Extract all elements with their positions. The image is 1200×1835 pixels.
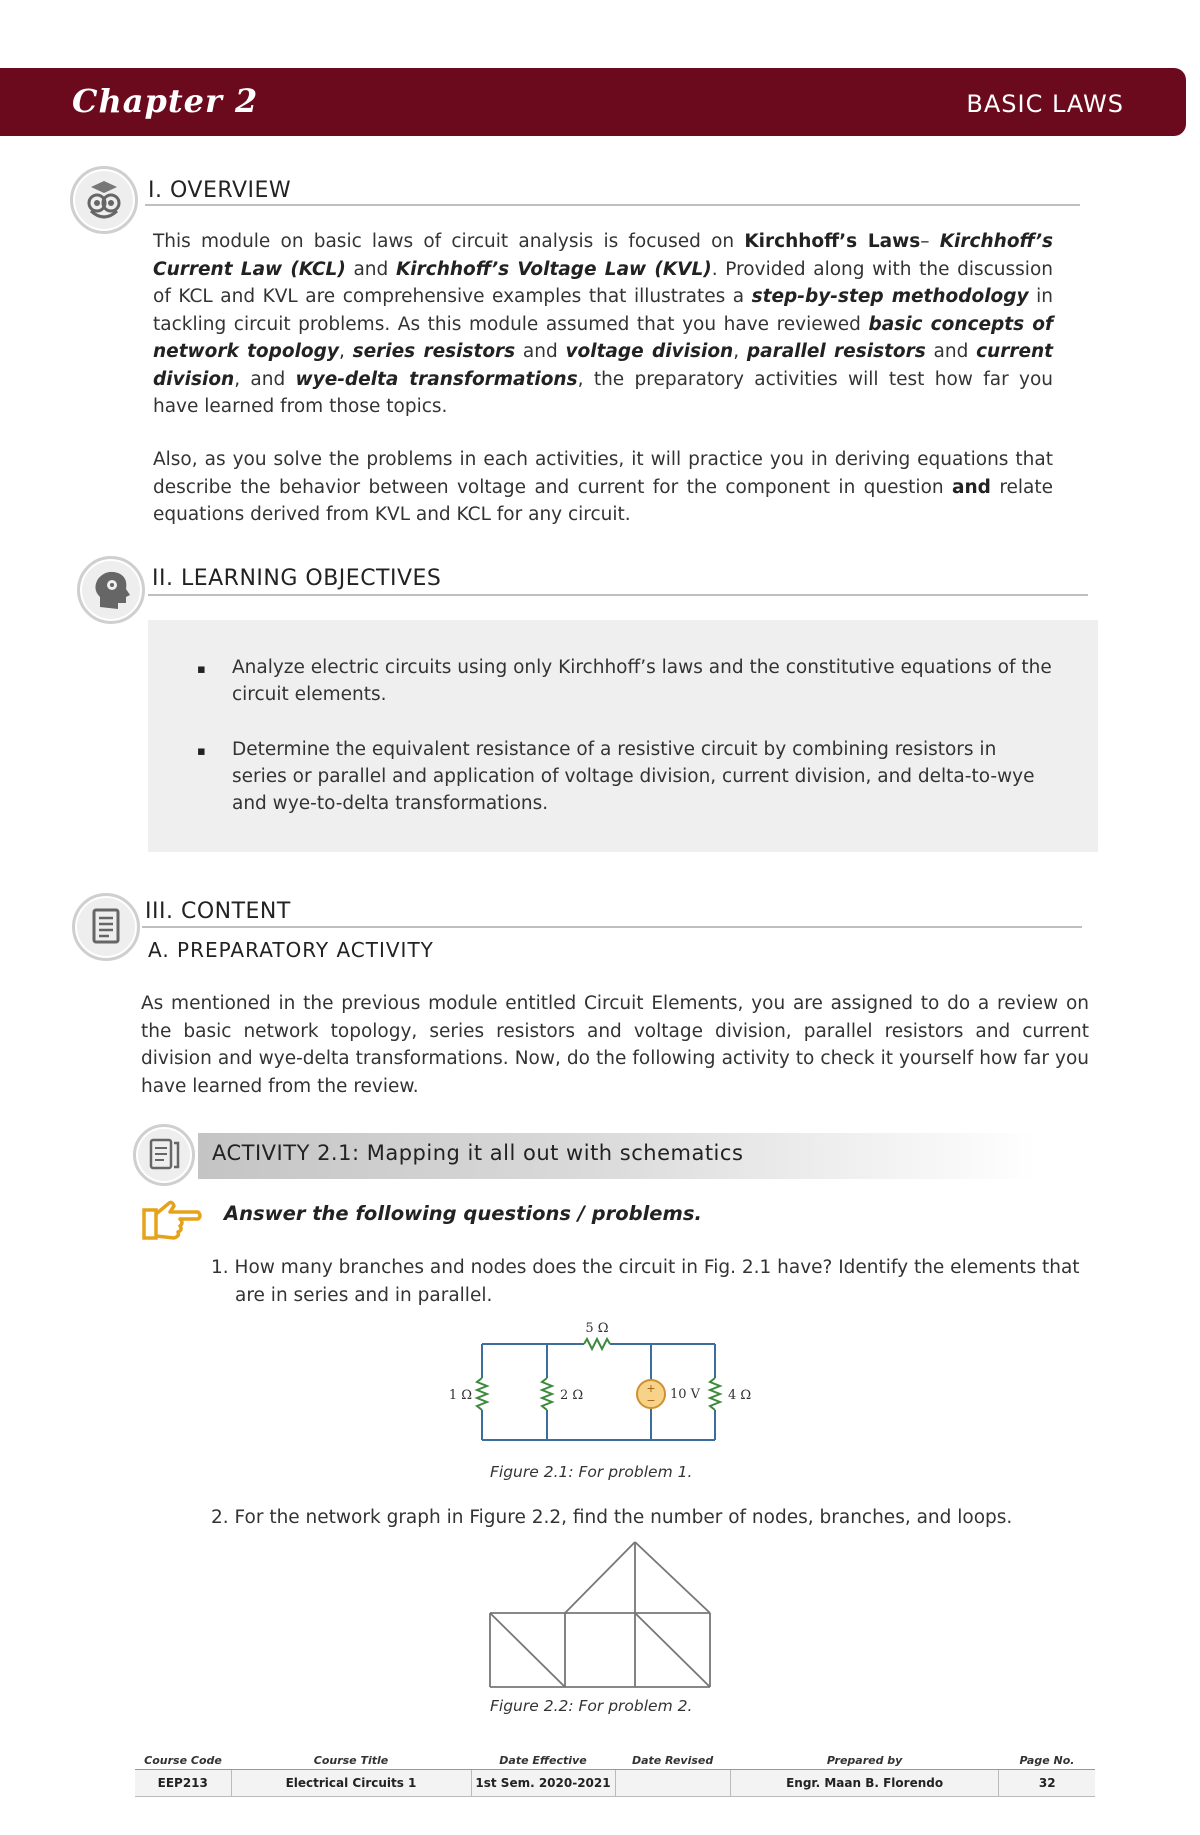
objectives-heading: II. LEARNING OBJECTIVES: [152, 566, 442, 591]
label-4-ohm: 4 Ω: [728, 1388, 752, 1403]
footer-prepared-by: Engr. Maan B. Florendo: [730, 1770, 999, 1797]
footer-header-date-effective: Date Effective: [471, 1752, 615, 1770]
footer-page-no: 32: [999, 1770, 1095, 1797]
label-1-ohm: 1 Ω: [448, 1388, 472, 1403]
footer-date-effective: 1st Sem. 2020-2021: [471, 1770, 615, 1797]
footer-course-title: Electrical Circuits 1: [231, 1770, 471, 1797]
activity-instruction: Answer the following questions / problems.: [224, 1202, 702, 1225]
objective-item-2: Determine the equivalent resistance of a resistive circuit by combining resistors in series or parallel and application of voltage division, current division, and delta-to-wye and wye-to-delta transformations.: [232, 739, 1035, 814]
pointing-hand-icon: [140, 1196, 204, 1246]
chapter-title: BASIC LAWS: [966, 90, 1124, 118]
objective-item-1: Analyze electric circuits using only Kirchhoff’s laws and the constitutive equations of the circuit elements.: [232, 657, 1052, 705]
label-2-ohm: 2 Ω: [560, 1388, 584, 1403]
figure-2-1-circuit: [430, 1314, 760, 1446]
figure-2-2-graph: [488, 1540, 714, 1690]
bullet-marker: ▪: [197, 662, 206, 677]
bullet-marker: ▪: [197, 744, 206, 759]
activity-name: Mapping it all out with schematics: [366, 1141, 744, 1165]
question-2: 2. For the network graph in Figure 2.2, find the number of nodes, branches, and loops.: [211, 1507, 1013, 1528]
overview-paragraph-1: This module on basic laws of circuit analysis is focused on Kirchhoff’s Laws– Kirchhoff’s Current Law (KCL) and Kirchhoff’s Voltage Law (KVL). Provided along with the discussion of KCL and KVL are comprehensive examples that illustrates a step-by-step methodology in tackling circuit problems. As this module assumed that you have reviewed basic concepts of network topology, series resistors and voltage division, parallel resistors and current division, and wye-delta transformations, the preparatory activities will test how far you have learned from those topics.: [153, 231, 1054, 417]
footer-course-code: EEP213: [135, 1770, 231, 1797]
content-divider: [142, 926, 1082, 928]
label-5-ohm: 5 Ω: [585, 1321, 609, 1336]
figure-2-2-caption: Figure 2.2: For problem 2.: [490, 1697, 693, 1715]
overview-paragraph-2: Also, as you solve the problems in each activities, it will practice you in deriving equations that describe the behavior between voltage and current for the component in question and relate equations derived from KVL and KCL for any circuit.: [153, 449, 1054, 525]
preparatory-activity-heading: A. PREPARATORY ACTIVITY: [148, 938, 434, 962]
svg-text:+: +: [646, 1382, 656, 1395]
owl-icon: [70, 166, 138, 234]
head-gears-icon: [77, 556, 145, 624]
footer-header-course-title: Course Title: [231, 1752, 471, 1770]
activity-label: ACTIVITY 2.1:: [212, 1141, 360, 1165]
activity-title: [212, 1141, 743, 1165]
content-heading: III. CONTENT: [145, 899, 291, 924]
chapter-label: Chapter 2: [72, 82, 259, 120]
label-10-v: 10 V: [670, 1387, 701, 1402]
footer-header-date-revised: Date Revised: [615, 1752, 730, 1770]
preparatory-intro: As mentioned in the previous module entitled Circuit Elements, you are assigned to do a review on the basic network topology, series resistors and voltage division, parallel resistors and current division and wye-delta transformations. Now, do the following activity to check it yourself how far you have learned from the review.: [141, 993, 1089, 1097]
overview-heading: I. OVERVIEW: [148, 178, 292, 203]
notes-icon: [133, 1124, 195, 1186]
svg-text:−: −: [646, 1394, 656, 1407]
footer-header-page-no: Page No.: [999, 1752, 1095, 1770]
overview-divider: [145, 204, 1080, 206]
footer-header-course-code: Course Code: [135, 1752, 231, 1770]
document-icon: [72, 893, 140, 961]
question-1: 1. How many branches and nodes does the circuit in Fig. 2.1 have? Identify the elements that are in series and in parallel.: [211, 1257, 1080, 1306]
footer-date-revised: [615, 1770, 730, 1797]
footer-table: [135, 1752, 1095, 1797]
footer-header-prepared-by: Prepared by: [730, 1752, 999, 1770]
objectives-divider: [148, 594, 1088, 596]
figure-2-1-caption: Figure 2.1: For problem 1.: [490, 1463, 693, 1481]
